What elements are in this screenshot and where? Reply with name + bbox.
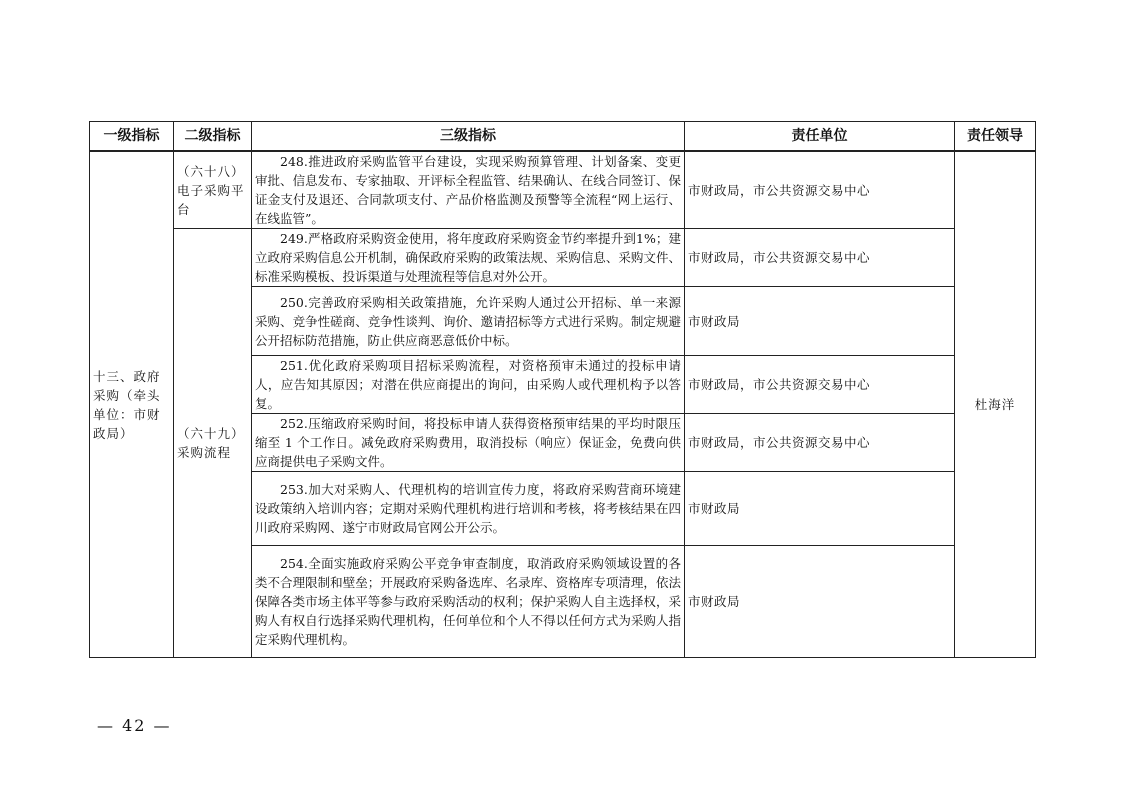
level1-cell: 十三、政府采购（牵头单位：市财政局） (90, 151, 174, 658)
page-number: — 42 — (97, 716, 172, 735)
indicator-cell: 254.全面实施政府采购公平竞争审查制度，取消政府采购领域设置的各类不合理限制和壁垒；开展政府采购备选库、名录库、资格库专项清理，依法保障各类市场主体平等参与政府采购活动的权利；保护采购人自主选择权，采购人有权自行选择采购代理机构，任何单位和个人不得以任何方式为采购人指定采购代理机构。 (252, 546, 685, 658)
table-row (90, 229, 1036, 287)
header-leader: 责任领导 (955, 122, 1036, 152)
level2-cell: （六十九）采购流程 (174, 229, 252, 658)
indicator-cell: 250.完善政府采购相关政策措施，允许采购人通过公开招标、单一来源采购、竞争性磋商、竞争性谈判、询价、邀请招标等方式进行采购。制定规避公开招标防范措施，防止供应商恶意低价中标。 (252, 287, 685, 356)
header-level1: 一级指标 (90, 122, 174, 152)
header-level2: 二级指标 (174, 122, 252, 152)
table-row (90, 151, 1036, 229)
level2-cell: （六十八）电子采购平台 (174, 151, 252, 229)
unit-cell: 市财政局，市公共资源交易中心 (685, 414, 955, 472)
unit-cell: 市财政局，市公共资源交易中心 (685, 356, 955, 414)
unit-cell: 市财政局 (685, 472, 955, 546)
unit-cell: 市财政局，市公共资源交易中心 (685, 229, 955, 287)
table-header-row (90, 122, 1036, 152)
indicator-cell: 252.压缩政府采购时间，将投标申请人获得资格预审结果的平均时限压缩至 1 个工作日。减免政府采购费用，取消投标（响应）保证金，免费向供应商提供电子采购文件。 (252, 414, 685, 472)
indicator-cell: 249.严格政府采购资金使用，将年度政府采购资金节约率提升到1%；建立政府采购信息公开机制，确保政府采购的政策法规、采购信息、采购文件、标准采购模板、投诉渠道与处理流程等信息对外公开。 (252, 229, 685, 287)
indicator-cell: 248.推进政府采购监管平台建设，实现采购预算管理、计划备案、变更审批、信息发布、专家抽取、开评标全程监管、结果确认、在线合同签订、保证金支付及退还、合同款项支付、产品价格监测及预警等全流程“网上运行、在线监管”。 (252, 151, 685, 229)
header-level3: 三级指标 (252, 122, 685, 152)
unit-cell: 市财政局 (685, 546, 955, 658)
leader-cell: 杜海洋 (955, 151, 1036, 658)
indicator-cell: 251.优化政府采购项目招标采购流程，对资格预审未通过的投标申请人，应告知其原因；对潜在供应商提出的询问，由采购人或代理机构予以答复。 (252, 356, 685, 414)
unit-cell: 市财政局 (685, 287, 955, 356)
indicator-cell: 253.加大对采购人、代理机构的培训宣传力度，将政府采购营商环境建设政策纳入培训内容；定期对采购代理机构进行培训和考核，将考核结果在四川政府采购网、遂宁市财政局官网公开公示。 (252, 472, 685, 546)
header-unit: 责任单位 (685, 122, 955, 152)
unit-cell: 市财政局，市公共资源交易中心 (685, 151, 955, 229)
indicator-table (89, 121, 1036, 658)
